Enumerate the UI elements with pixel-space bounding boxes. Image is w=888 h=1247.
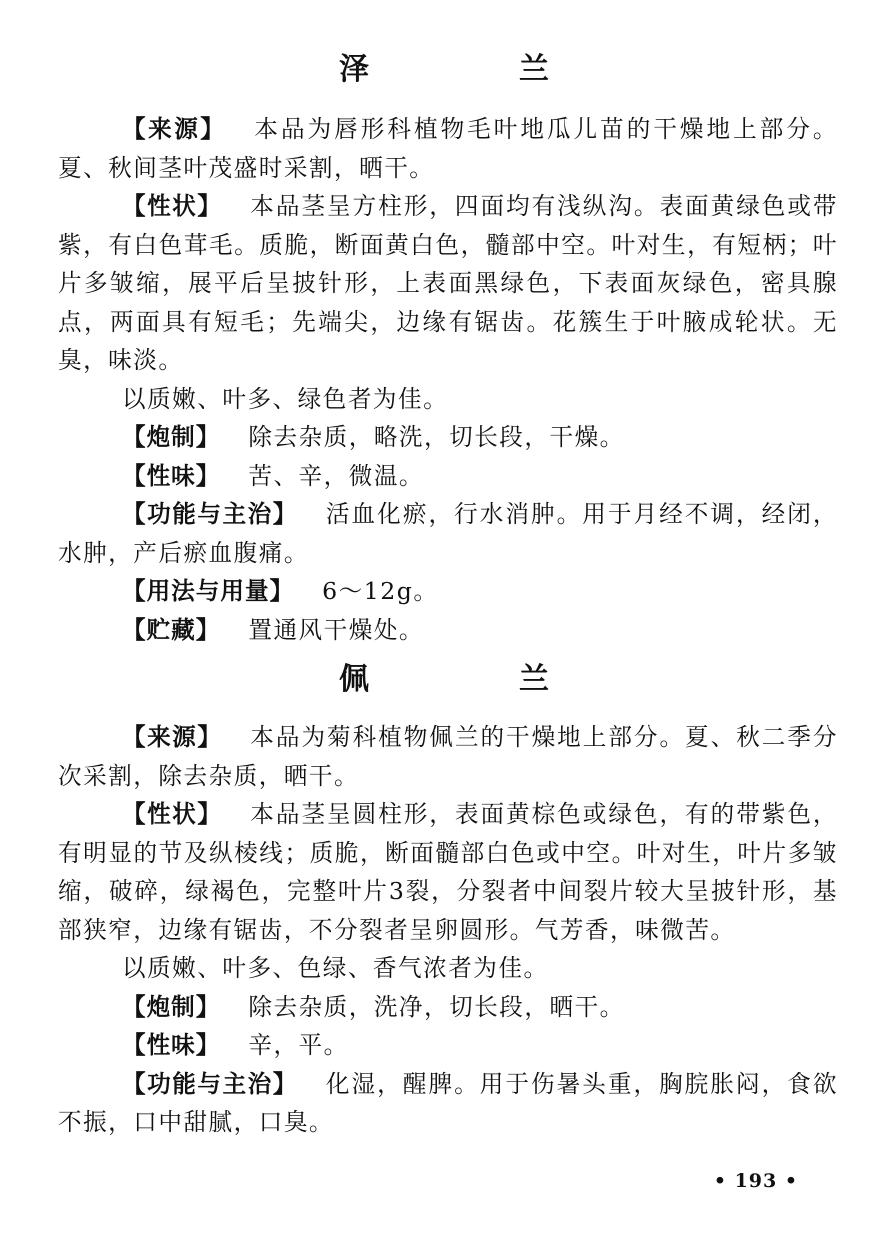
label-source: 【来源】	[122, 723, 223, 751]
page-number: • 193 •	[713, 1170, 798, 1192]
paragraph-processing	[58, 988, 838, 1027]
text-storage: 置通风干燥处。	[248, 615, 425, 644]
text-function: 化湿，醒脾。用于伤暑头重，胸脘胀闷，食欲不振，口中甜腻，口臭。	[58, 1069, 839, 1136]
label-property: 【性味】	[122, 1031, 221, 1059]
paragraph-function	[58, 495, 838, 572]
paragraph-function	[58, 1065, 838, 1142]
label-property: 【性味】	[122, 461, 221, 490]
text-function: 活血化瘀，行水消肿。用于月经不调，经闭，水肿，产后瘀血腹痛。	[58, 500, 839, 567]
label-source: 【来源】	[122, 115, 227, 143]
paragraph-property	[58, 1026, 838, 1065]
label-function: 【功能与主治】	[122, 1069, 298, 1098]
paragraph-processing	[58, 418, 838, 457]
label-processing: 【炮制】	[122, 992, 221, 1021]
text-characteristics: 本品茎呈方柱形，四面均有浅纵沟。表面黄绿色或带紫，有白色茸毛。质脆，断面黄白色，髓部中空。叶对生，有短柄；叶片多皱缩，展平后呈披针形，上表面黑绿色，下表面灰绿色，密具腺点，两面具有短毛；先端尖，边缘有锯齿。花簇生于叶腋成轮状。无臭，味淡。	[58, 192, 839, 374]
text-processing: 除去杂质，洗净，切长段，晒干。	[248, 992, 625, 1021]
paragraph-source	[58, 718, 838, 795]
paragraph-storage	[58, 611, 838, 650]
section-title-peilan: 佩 兰	[339, 662, 609, 697]
text-quality: 以质嫩、叶多、色绿、香气浓者为佳。	[122, 954, 549, 982]
label-processing: 【炮制】	[122, 423, 221, 451]
label-dosage: 【用法与用量】	[122, 577, 295, 605]
label-characteristics: 【性状】	[122, 800, 223, 828]
paragraph-quality	[58, 380, 838, 419]
section-title-zelan: 泽 兰	[339, 52, 609, 87]
label-storage: 【贮藏】	[122, 615, 221, 644]
section-peilan	[58, 718, 838, 1142]
text-source: 本品为唇形科植物毛叶地瓜儿苗的干燥地上部分。夏、秋间茎叶茂盛时采割，晒干。	[58, 115, 839, 182]
section-zelan	[58, 110, 838, 649]
text-quality: 以质嫩、叶多、绿色者为佳。	[122, 384, 449, 413]
text-property: 辛，平。	[248, 1031, 349, 1059]
paragraph-source	[58, 110, 838, 187]
paragraph-property	[58, 457, 838, 496]
paragraph-characteristics	[58, 187, 838, 380]
label-characteristics: 【性状】	[122, 192, 223, 220]
label-function: 【功能与主治】	[122, 500, 298, 528]
paragraph-dosage	[58, 572, 838, 611]
text-processing: 除去杂质，略洗，切长段，干燥。	[248, 423, 625, 451]
paragraph-characteristics	[58, 795, 838, 949]
text-characteristics: 本品茎呈圆柱形，表面黄棕色或绿色，有的带紫色，有明显的节及纵棱线；质脆，断面髓部白色或中空。叶对生，叶片多皱缩，破碎，绿褐色，完整叶片3裂，分裂者中间裂片较大呈披针形，基部狭窄，边缘有锯齿，不分裂者呈卵圆形。气芳香，味微苦。	[58, 800, 839, 944]
text-dosage: 6～12g。	[322, 577, 439, 605]
text-source: 本品为菊科植物佩兰的干燥地上部分。夏、秋二季分次采割，除去杂质，晒干。	[58, 723, 839, 790]
paragraph-quality	[58, 949, 838, 988]
text-property: 苦、辛，微温。	[248, 461, 425, 490]
